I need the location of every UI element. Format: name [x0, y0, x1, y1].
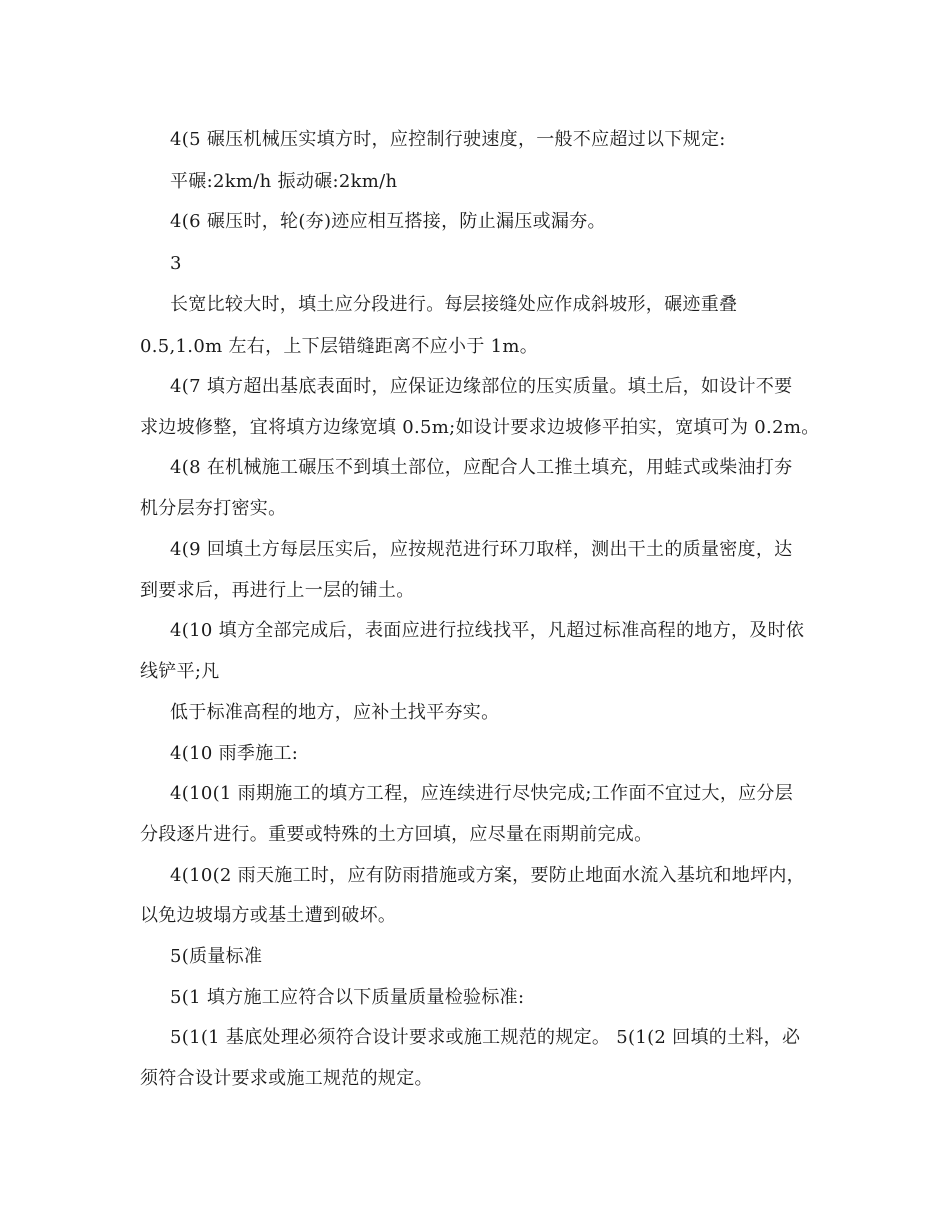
- text-line: 长宽比较大时，填土应分段进行。每层接缝处应作成斜坡形，碾迹重叠: [170, 294, 738, 315]
- text-line: 4(6 碾压时，轮(夯)迹应相互搭接，防止漏压或漏夯。: [170, 211, 606, 232]
- text-line: 5(1(1 基底处理必须符合设计要求或施工规范的规定。 5(1(2 回填的土料，必: [170, 1027, 801, 1048]
- page-number: 3: [170, 253, 182, 274]
- text-line: 5(1 填方施工应符合以下质量质量检验标准:: [170, 987, 525, 1008]
- text-line: 低于标准高程的地方，应补土找平夯实。: [170, 702, 500, 723]
- text-line: 4(10 雨季施工:: [170, 743, 299, 764]
- text-line: 以免边坡塌方或基土遭到破坏。: [140, 905, 397, 926]
- text-line: 4(10 填方全部完成后，表面应进行拉线找平，凡超过标准高程的地方，及时依: [170, 620, 805, 641]
- text-line: 4(10(2 雨天施工时，应有防雨措施或方案，要防止地面水流入基坑和地坪内，: [170, 865, 805, 886]
- text-line: 4(5 碾压机械压实填方时，应控制行驶速度，一般不应超过以下规定:: [170, 129, 726, 150]
- text-line: 线铲平;凡: [140, 661, 220, 682]
- section-heading: 5(质量标准: [170, 946, 263, 967]
- text-line: 到要求后，再进行上一层的铺土。: [140, 580, 415, 601]
- text-line: 4(7 填方超出基底表面时，应保证边缘部位的压实质量。填土后，如设计不要: [170, 376, 793, 397]
- text-line: 机分层夯打密实。: [140, 498, 287, 519]
- text-line: 求边坡修整，宜将填方边缘宽填 0.5m;如设计要求边坡修平拍实，宽填可为 0.2m。: [140, 417, 820, 438]
- text-line: 分段逐片进行。重要或特殊的土方回填，应尽量在雨期前完成。: [140, 824, 653, 845]
- text-line: 0.5,1.0m 左右，上下层错缝距离不应小于 1m。: [140, 336, 539, 357]
- text-line: 4(10(1 雨期施工的填方工程，应连续进行尽快完成;工作面不宜过大，应分层: [170, 783, 794, 804]
- text-line: 平碾:2km/h 振动碾:2km/h: [170, 171, 398, 192]
- text-line: 须符合设计要求或施工规范的规定。: [140, 1068, 433, 1089]
- text-line: 4(8 在机械施工碾压不到填土部位，应配合人工推土填充，用蛙式或柴油打夯: [170, 457, 793, 478]
- text-line: 4(9 回填土方每层压实后，应按规范进行环刀取样，测出干土的质量密度，达: [170, 539, 793, 560]
